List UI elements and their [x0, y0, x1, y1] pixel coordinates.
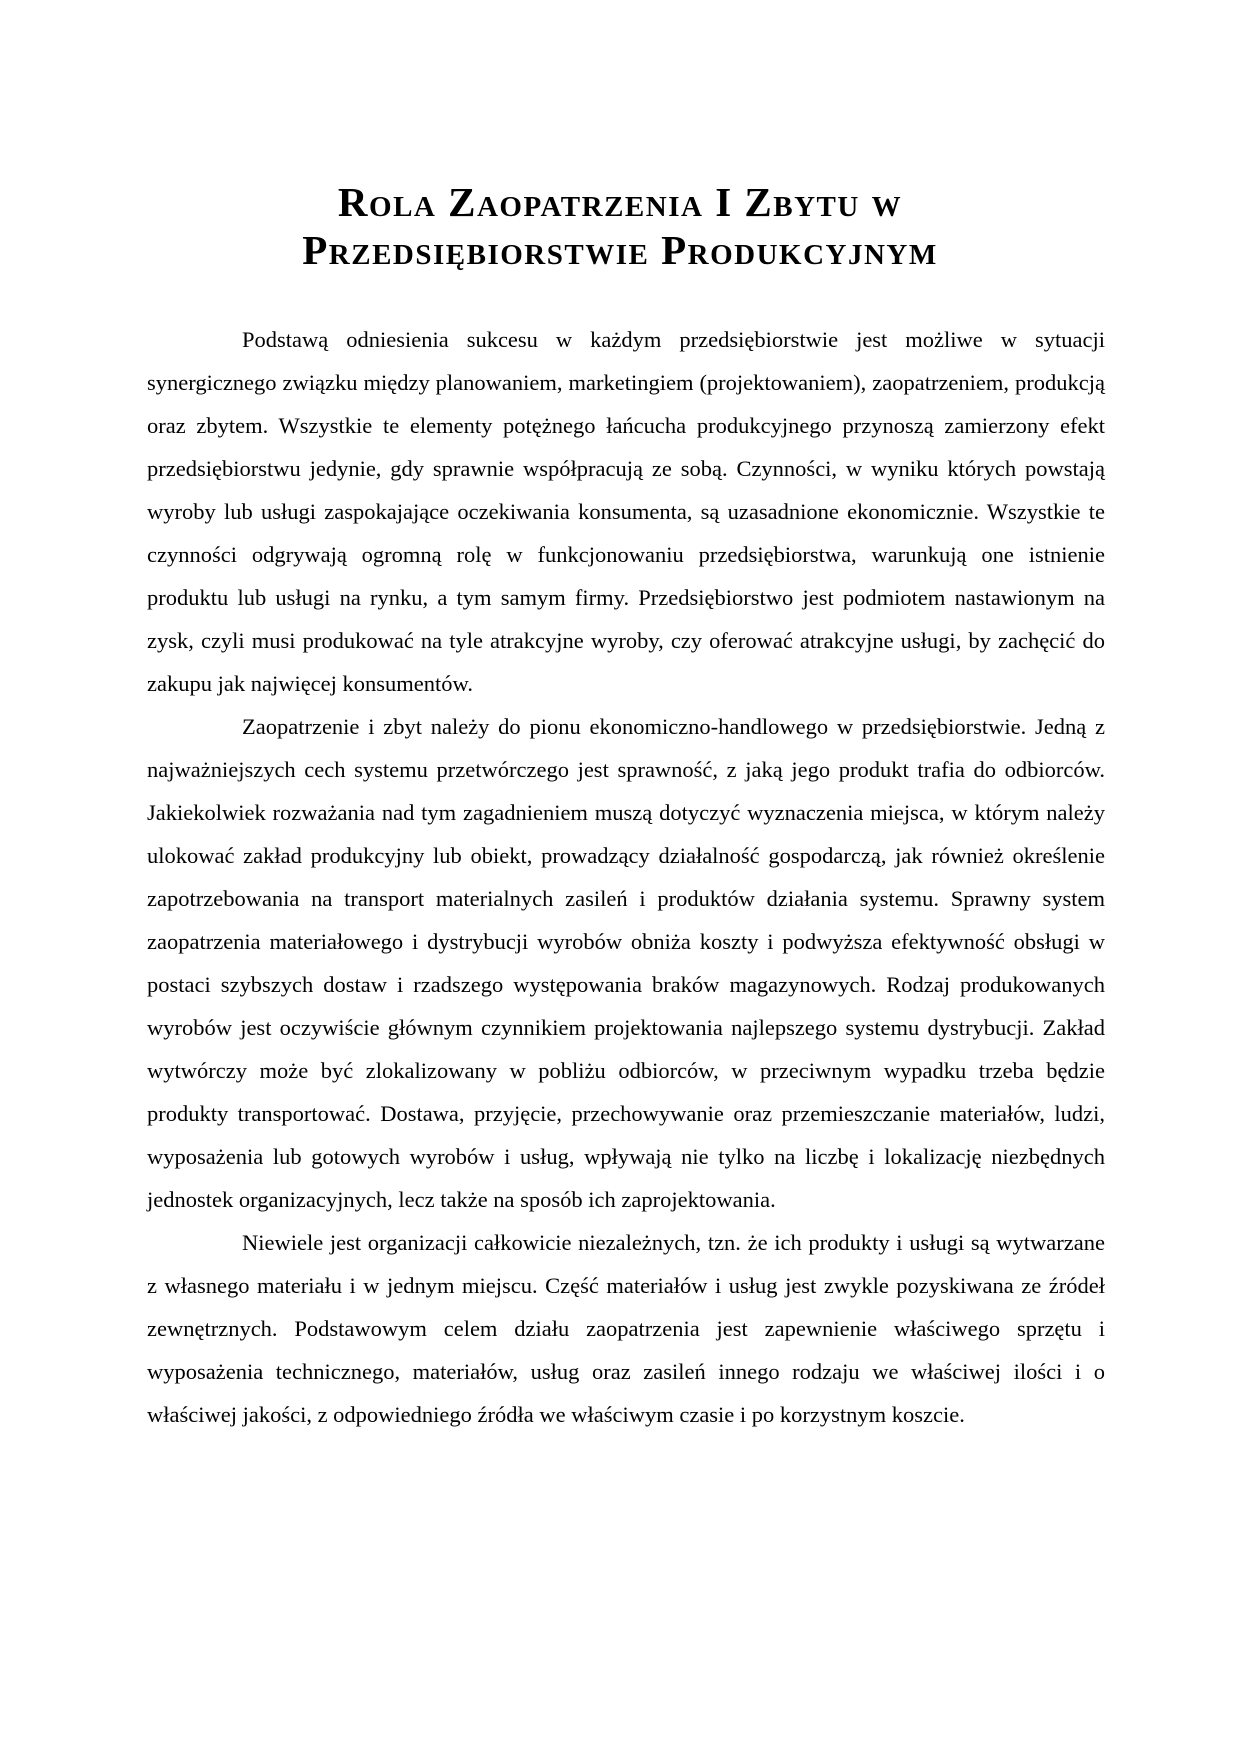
paragraph-1: Podstawą odniesienia sukcesu w każdym przedsiębiorstwie jest możliwe w sytuacji synergicznego związku między planowaniem, marketingiem (projektowaniem), zaopatrzeniem, produkcją oraz zbytem. Wszystkie te elementy potężnego łańcucha produkcyjnego przynoszą zamierzony efekt przedsiębiorstwu jedynie, gdy sprawnie współpracują ze sobą. Czynności, w wyniku których powstają wyroby lub usługi zaspokajające oczekiwania konsumenta, są uzasadnione ekonomicznie. Wszystkie te czynności odgrywają ogromną rolę w funkcjonowaniu przedsiębiorstwa, warunkują one istnienie produktu lub usługi na rynku, a tym samym firmy. Przedsiębiorstwo jest podmiotem nastawionym na zysk, czyli musi produkować na tyle atrakcyjne wyroby, czy oferować atrakcyjne usługi, by zachęcić do zakupu jak najwięcej konsumentów. [147, 327, 1105, 696]
document-body [147, 318, 1105, 1436]
document-title [147, 178, 1093, 274]
title-line-1: Rola Zaopatrzenia I Zbytu w [337, 179, 903, 225]
title-line-2: Przedsiębiorstwie Produkcyjnym [302, 227, 938, 273]
paragraph-3: Niewiele jest organizacji całkowicie niezależnych, tzn. że ich produkty i usługi są wytwarzane z własnego materiału i w jednym miejscu. Część materiałów i usług jest zwykle pozyskiwana ze źródeł zewnętrznych. Podstawowym celem działu zaopatrzenia jest zapewnienie właściwego sprzętu i wyposażenia technicznego, materiałów, usług oraz zasileń innego rodzaju we właściwej ilości i o właściwej jakości, z odpowiedniego źródła we właściwym czasie i po korzystnym koszcie. [147, 1230, 1105, 1427]
paragraph-2: Zaopatrzenie i zbyt należy do pionu ekonomiczno-handlowego w przedsiębiorstwie. Jedną z najważniejszych cech systemu przetwórczego jest sprawność, z jaką jego produkt trafia do odbiorców. Jakiekolwiek rozważania nad tym zagadnieniem muszą dotyczyć wyznaczenia miejsca, w którym należy ulokować zakład produkcyjny lub obiekt, prowadzący działalność gospodarczą, jak również określenie zapotrzebowania na transport materialnych zasileń i produktów działania systemu. Sprawny system zaopatrzenia materiałowego i dystrybucji wyrobów obniża koszty i podwyższa efektywność obsługi w postaci szybszych dostaw i rzadszego występowania braków magazynowych. Rodzaj produkowanych wyrobów jest oczywiście głównym czynnikiem projektowania najlepszego systemu dystrybucji. Zakład wytwórczy może być zlokalizowany w pobliżu odbiorców, w przeciwnym wypadku trzeba będzie produkty transportować. Dostawa, przyjęcie, przechowywanie oraz przemieszczanie materiałów, ludzi, wyposażenia lub gotowych wyrobów i usług, wpływają nie tylko na liczbę i lokalizację niezbędnych jednostek organizacyjnych, lecz także na sposób ich zaprojektowania. [147, 714, 1105, 1212]
